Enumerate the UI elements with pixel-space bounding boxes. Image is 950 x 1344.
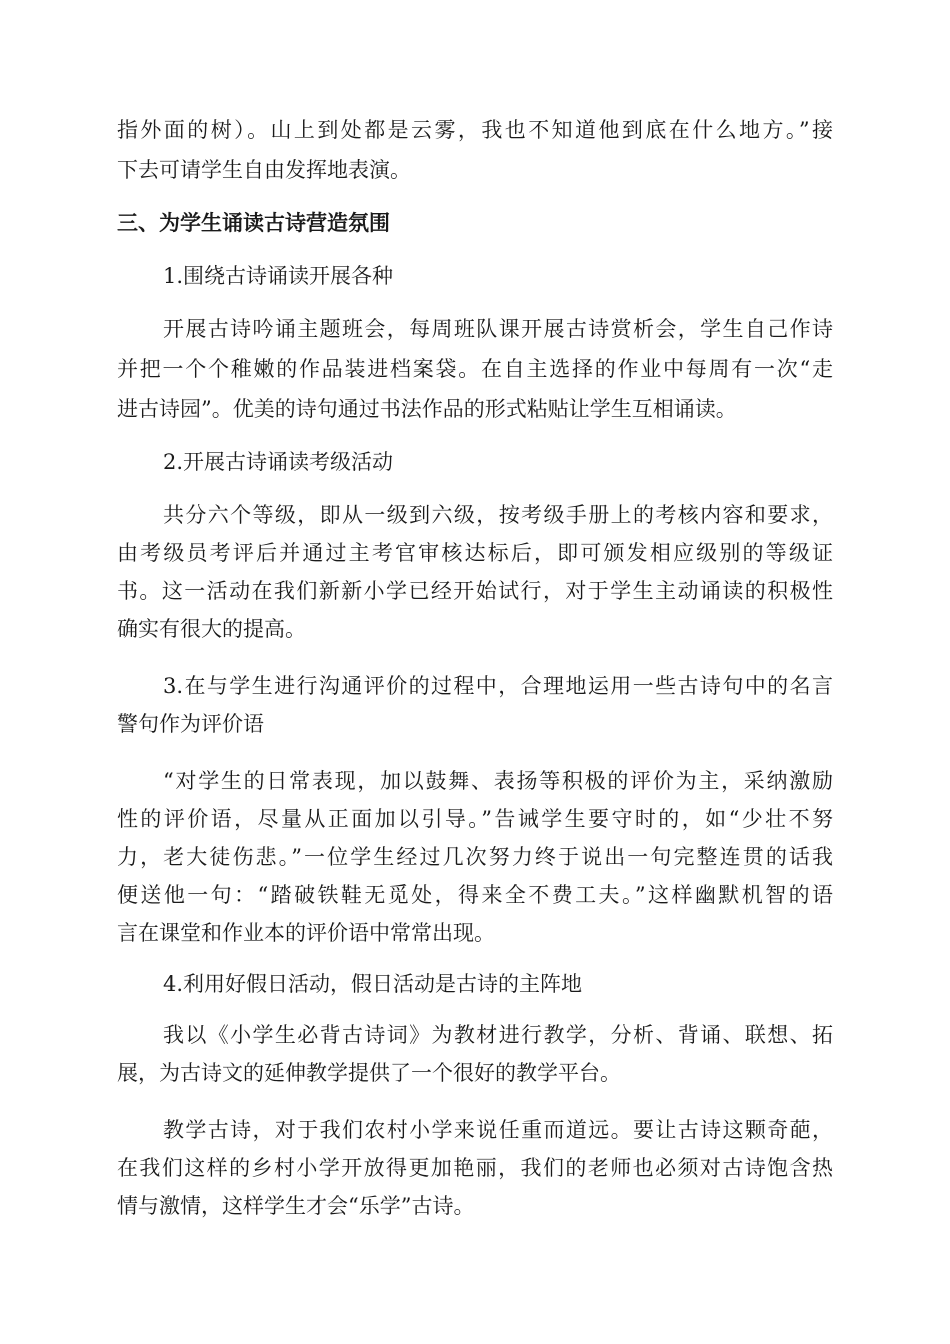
paragraph-line: “对学生的日常表现，加以鼓舞、表扬等积极的评价为主，采纳激励 [163,769,833,793]
subheading: 4.利用好假日活动，假日活动是古诗的主阵地 [163,972,583,996]
paragraph-line: 我以《小学生必背古诗词》为教材进行教学，分析、背诵、联想、拓 [163,1023,833,1047]
paragraph-line: 书。这一活动在我们新新小学已经开始试行，对于学生主动诵读的积极性 [117,579,833,603]
paragraph-line: 力，老大徒伤悲。”一位学生经过几次努力终于说出一句完整连贯的话我 [117,845,833,869]
subheading: 3.在与学生进行沟通评价的过程中，合理地运用一些古诗句中的名言 [163,674,833,698]
subheading: 警句作为评价语 [117,712,264,736]
paragraph-line: 情与激情，这样学生才会“乐学”古诗。 [117,1194,475,1218]
paragraph-line: 便送他一句：“踏破铁鞋无觅处，得来全不费工夫。”这样幽默机智的语 [117,883,833,907]
paragraph-line: 由考级员考评后并通过主考官审核达标后，即可颁发相应级别的等级证 [117,541,833,565]
paragraph-line: 进古诗园”。优美的诗句通过书法作品的形式粘贴让学生互相诵读。 [117,397,737,421]
paragraph-line: 教学古诗，对于我们农村小学来说任重而道远。要让古诗这颗奇葩， [163,1118,833,1142]
paragraph-line: 共分六个等级，即从一级到六级，按考级手册上的考核内容和要求， [163,503,833,527]
subheading: 2.开展古诗诵读考级活动 [163,450,394,474]
paragraph-line: 确实有很大的提高。 [117,617,306,641]
paragraph-line: 下去可请学生自由发挥地表演。 [117,158,411,182]
paragraph-line: 并把一个个稚嫩的作品装进档案袋。在自主选择的作业中每周有一次“走 [117,357,833,381]
subheading: 1.围绕古诗诵读开展各种 [163,264,394,288]
section-heading: 三、为学生诵读古诗营造氛围 [117,211,390,235]
paragraph-line: 在我们这样的乡村小学开放得更加艳丽，我们的老师也必须对古诗饱含热 [117,1156,833,1180]
paragraph-line: 性的评价语，尽量从正面加以引导。”告诫学生要守时的，如“少壮不努 [117,807,833,831]
paragraph-line: 开展古诗吟诵主题班会，每周班队课开展古诗赏析会，学生自己作诗 [163,317,833,341]
paragraph-line: 指外面的树）。山上到处都是云雾，我也不知道他到底在什么地方。”接 [117,118,833,142]
paragraph-line: 展，为古诗文的延伸教学提供了一个很好的教学平台。 [117,1061,621,1085]
paragraph-line: 言在课堂和作业本的评价语中常常出现。 [117,921,495,945]
